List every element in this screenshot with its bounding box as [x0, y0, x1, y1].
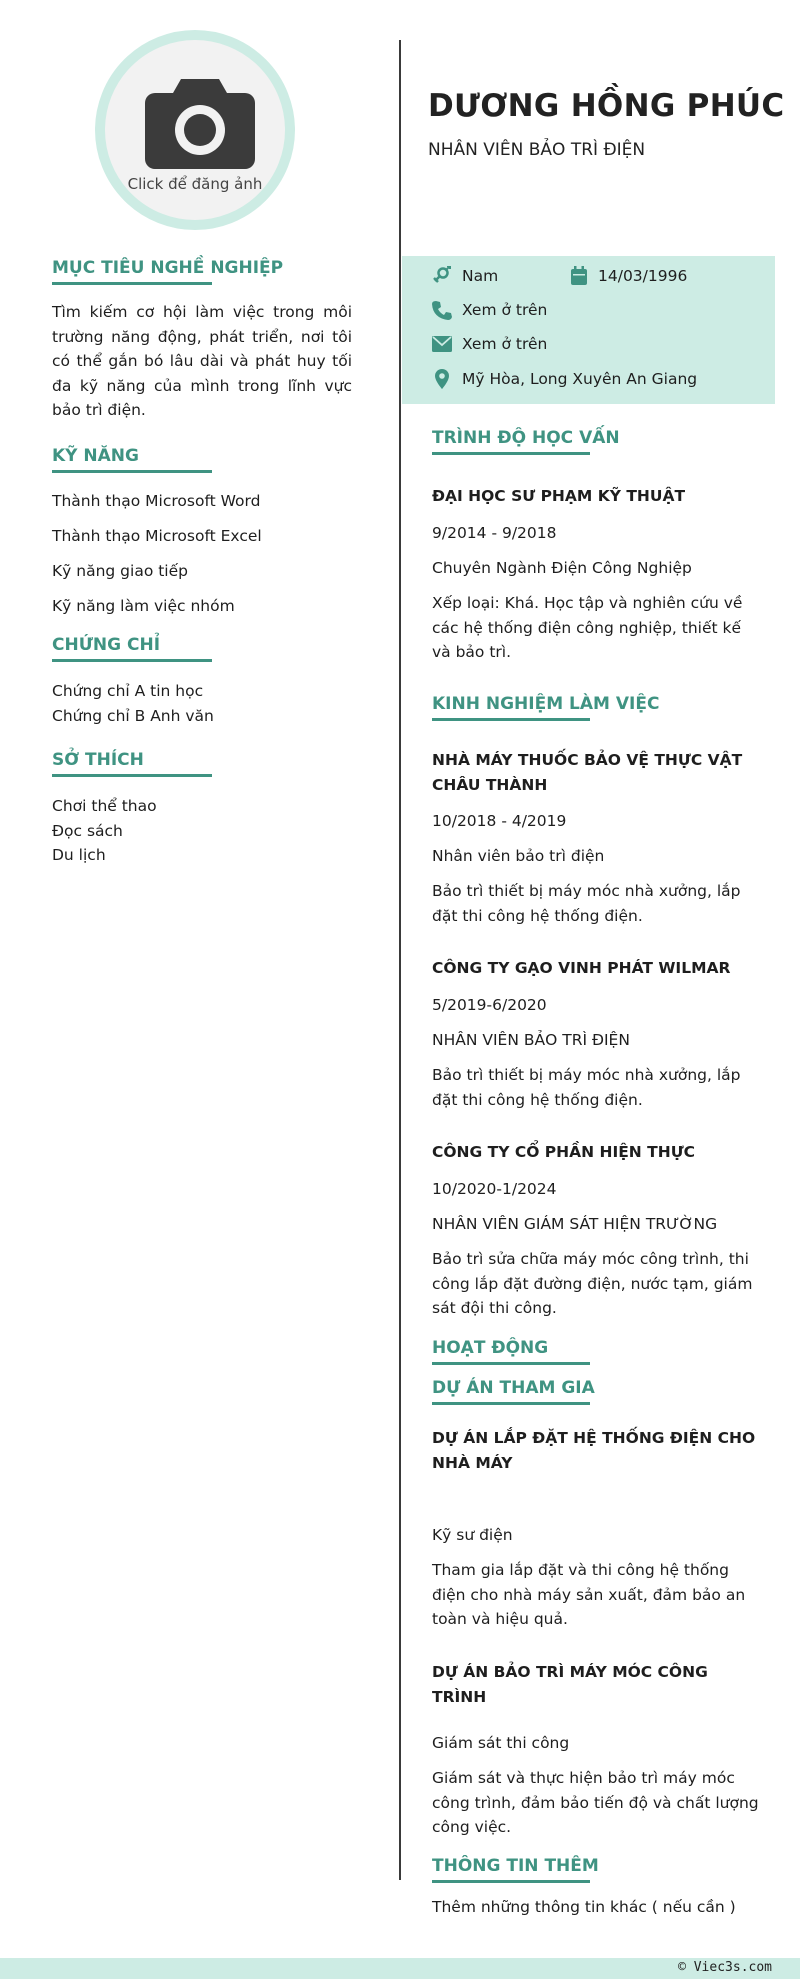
footer-copyright: © Viec3s.com — [678, 1960, 772, 1975]
address-value: Mỹ Hòa, Long Xuyên An Giang — [462, 370, 698, 388]
calendar-icon — [570, 266, 588, 286]
education-desc: Xếp loại: Khá. Học tập và nghiên cứu về các hệ thống điện công nghiệp, thiết kế và bảo trì. — [432, 594, 743, 661]
objective-text: Tìm kiếm cơ hội làm việc trong môi trường năng động, phát triển, nơi tôi có thể gắn bó lâu dài và phát huy tối đa kỹ năng của mình trong lĩnh vực bảo trì điện. — [52, 303, 352, 419]
hobby-item: Đọc sách — [52, 821, 123, 840]
education-title: TRÌNH ĐỘ HỌC VẤN — [432, 428, 590, 455]
skill-item: Thành thạo Microsoft Word — [52, 492, 261, 510]
phone-row — [432, 300, 547, 320]
job-company: NHÀ MÁY THUỐC BẢO VỆ THỰC VẬT CHÂU THÀNH — [432, 751, 743, 794]
location-pin-icon — [432, 369, 452, 389]
education-school: ĐẠI HỌC SƯ PHẠM KỸ THUẬT — [432, 487, 686, 505]
experience-title: KINH NGHIỆM LÀM VIỆC — [432, 694, 590, 721]
hobbies-title: SỞ THÍCH — [52, 750, 212, 777]
skills-title: KỸ NĂNG — [52, 446, 212, 473]
address-row — [432, 369, 697, 389]
gender-icon — [432, 266, 452, 286]
job-role: Nhân viên bảo trì điện — [432, 847, 605, 865]
footer-bar — [0, 1958, 800, 1979]
certs-list — [52, 679, 352, 728]
job-desc: Bảo trì thiết bị máy móc nhà xưởng, lắp đặt thi công hệ thống điện. — [432, 1066, 741, 1109]
gender-value: Nam — [462, 267, 499, 285]
phone-icon — [432, 300, 452, 320]
skill-item: Kỹ năng giao tiếp — [52, 562, 188, 580]
certs-title: CHỨNG CHỈ — [52, 635, 212, 662]
skills-list — [52, 491, 352, 631]
objective-title: MỤC TIÊU NGHỀ NGHIỆP — [52, 258, 212, 285]
project-name: DỰ ÁN BẢO TRÌ MÁY MÓC CÔNG TRÌNH — [432, 1663, 708, 1706]
project-role: Giám sát thi công — [432, 1734, 570, 1752]
column-divider — [399, 40, 401, 1880]
extra-info-title: THÔNG TIN THÊM — [432, 1856, 590, 1883]
hobbies-list — [52, 794, 352, 868]
birthday-row — [570, 266, 687, 286]
skill-item: Kỹ năng làm việc nhóm — [52, 597, 235, 615]
cert-item: Chứng chỉ B Anh văn — [52, 706, 214, 725]
avatar-upload[interactable] — [95, 30, 295, 230]
candidate-name: DƯƠNG HỒNG PHÚC — [428, 88, 785, 124]
email-value: Xem ở trên — [462, 335, 548, 353]
envelope-icon — [432, 336, 452, 352]
job-role: NHÂN VIÊN GIÁM SÁT HIỆN TRƯỜNG — [432, 1215, 718, 1233]
hobby-item: Chơi thể thao — [52, 797, 157, 815]
birthday-value: 14/03/1996 — [598, 267, 688, 285]
job-period: 5/2019-6/2020 — [432, 996, 547, 1014]
project-role: Kỹ sư điện — [432, 1526, 513, 1544]
hobby-item: Du lịch — [52, 846, 106, 864]
education-period: 9/2014 - 9/2018 — [432, 524, 557, 542]
project-desc: Tham gia lắp đặt và thi công hệ thống điện cho nhà máy sản xuất, đảm bảo an toàn và hiệu quả. — [432, 1561, 746, 1628]
job-company: CÔNG TY CỔ PHẦN HIỆN THỰC — [432, 1143, 696, 1161]
job-period: 10/2020-1/2024 — [432, 1180, 557, 1198]
phone-value: Xem ở trên — [462, 301, 548, 319]
education-major: Chuyên Ngành Điện Công Nghiệp — [432, 559, 692, 577]
gender-row — [432, 266, 498, 286]
personal-info-box — [402, 256, 775, 404]
extra-info-text: Thêm những thông tin khác ( nếu cần ) — [432, 1898, 736, 1916]
job-company: CÔNG TY GẠO VINH PHÁT WILMAR — [432, 959, 731, 977]
job-desc: Bảo trì thiết bị máy móc nhà xưởng, lắp đặt thi công hệ thống điện. — [432, 882, 741, 925]
job-role: NHÂN VIÊN BẢO TRÌ ĐIỆN — [432, 1031, 630, 1049]
cert-item: Chứng chỉ A tin học — [52, 682, 204, 700]
job-desc: Bảo trì sửa chữa máy móc công trình, thi công lắp đặt đường điện, nước tạm, giám sát đội thi công. — [432, 1250, 753, 1317]
project-desc: Giám sát và thực hiện bảo trì máy móc công trình, đảm bảo tiến độ và chất lượng công việc. — [432, 1769, 759, 1836]
project-name: DỰ ÁN LẮP ĐẶT HỆ THỐNG ĐIỆN CHO NHÀ MÁY — [432, 1429, 756, 1472]
job-period: 10/2018 - 4/2019 — [432, 812, 567, 830]
skill-item: Thành thạo Microsoft Excel — [52, 527, 262, 545]
email-row — [432, 335, 547, 353]
activities-title: HOẠT ĐỘNG — [432, 1338, 590, 1365]
candidate-job-title: NHÂN VIÊN BẢO TRÌ ĐIỆN — [428, 140, 646, 160]
projects-title: DỰ ÁN THAM GIA — [432, 1378, 590, 1405]
avatar-caption: Click để đăng ảnh — [127, 175, 263, 193]
camera-icon — [145, 75, 255, 169]
